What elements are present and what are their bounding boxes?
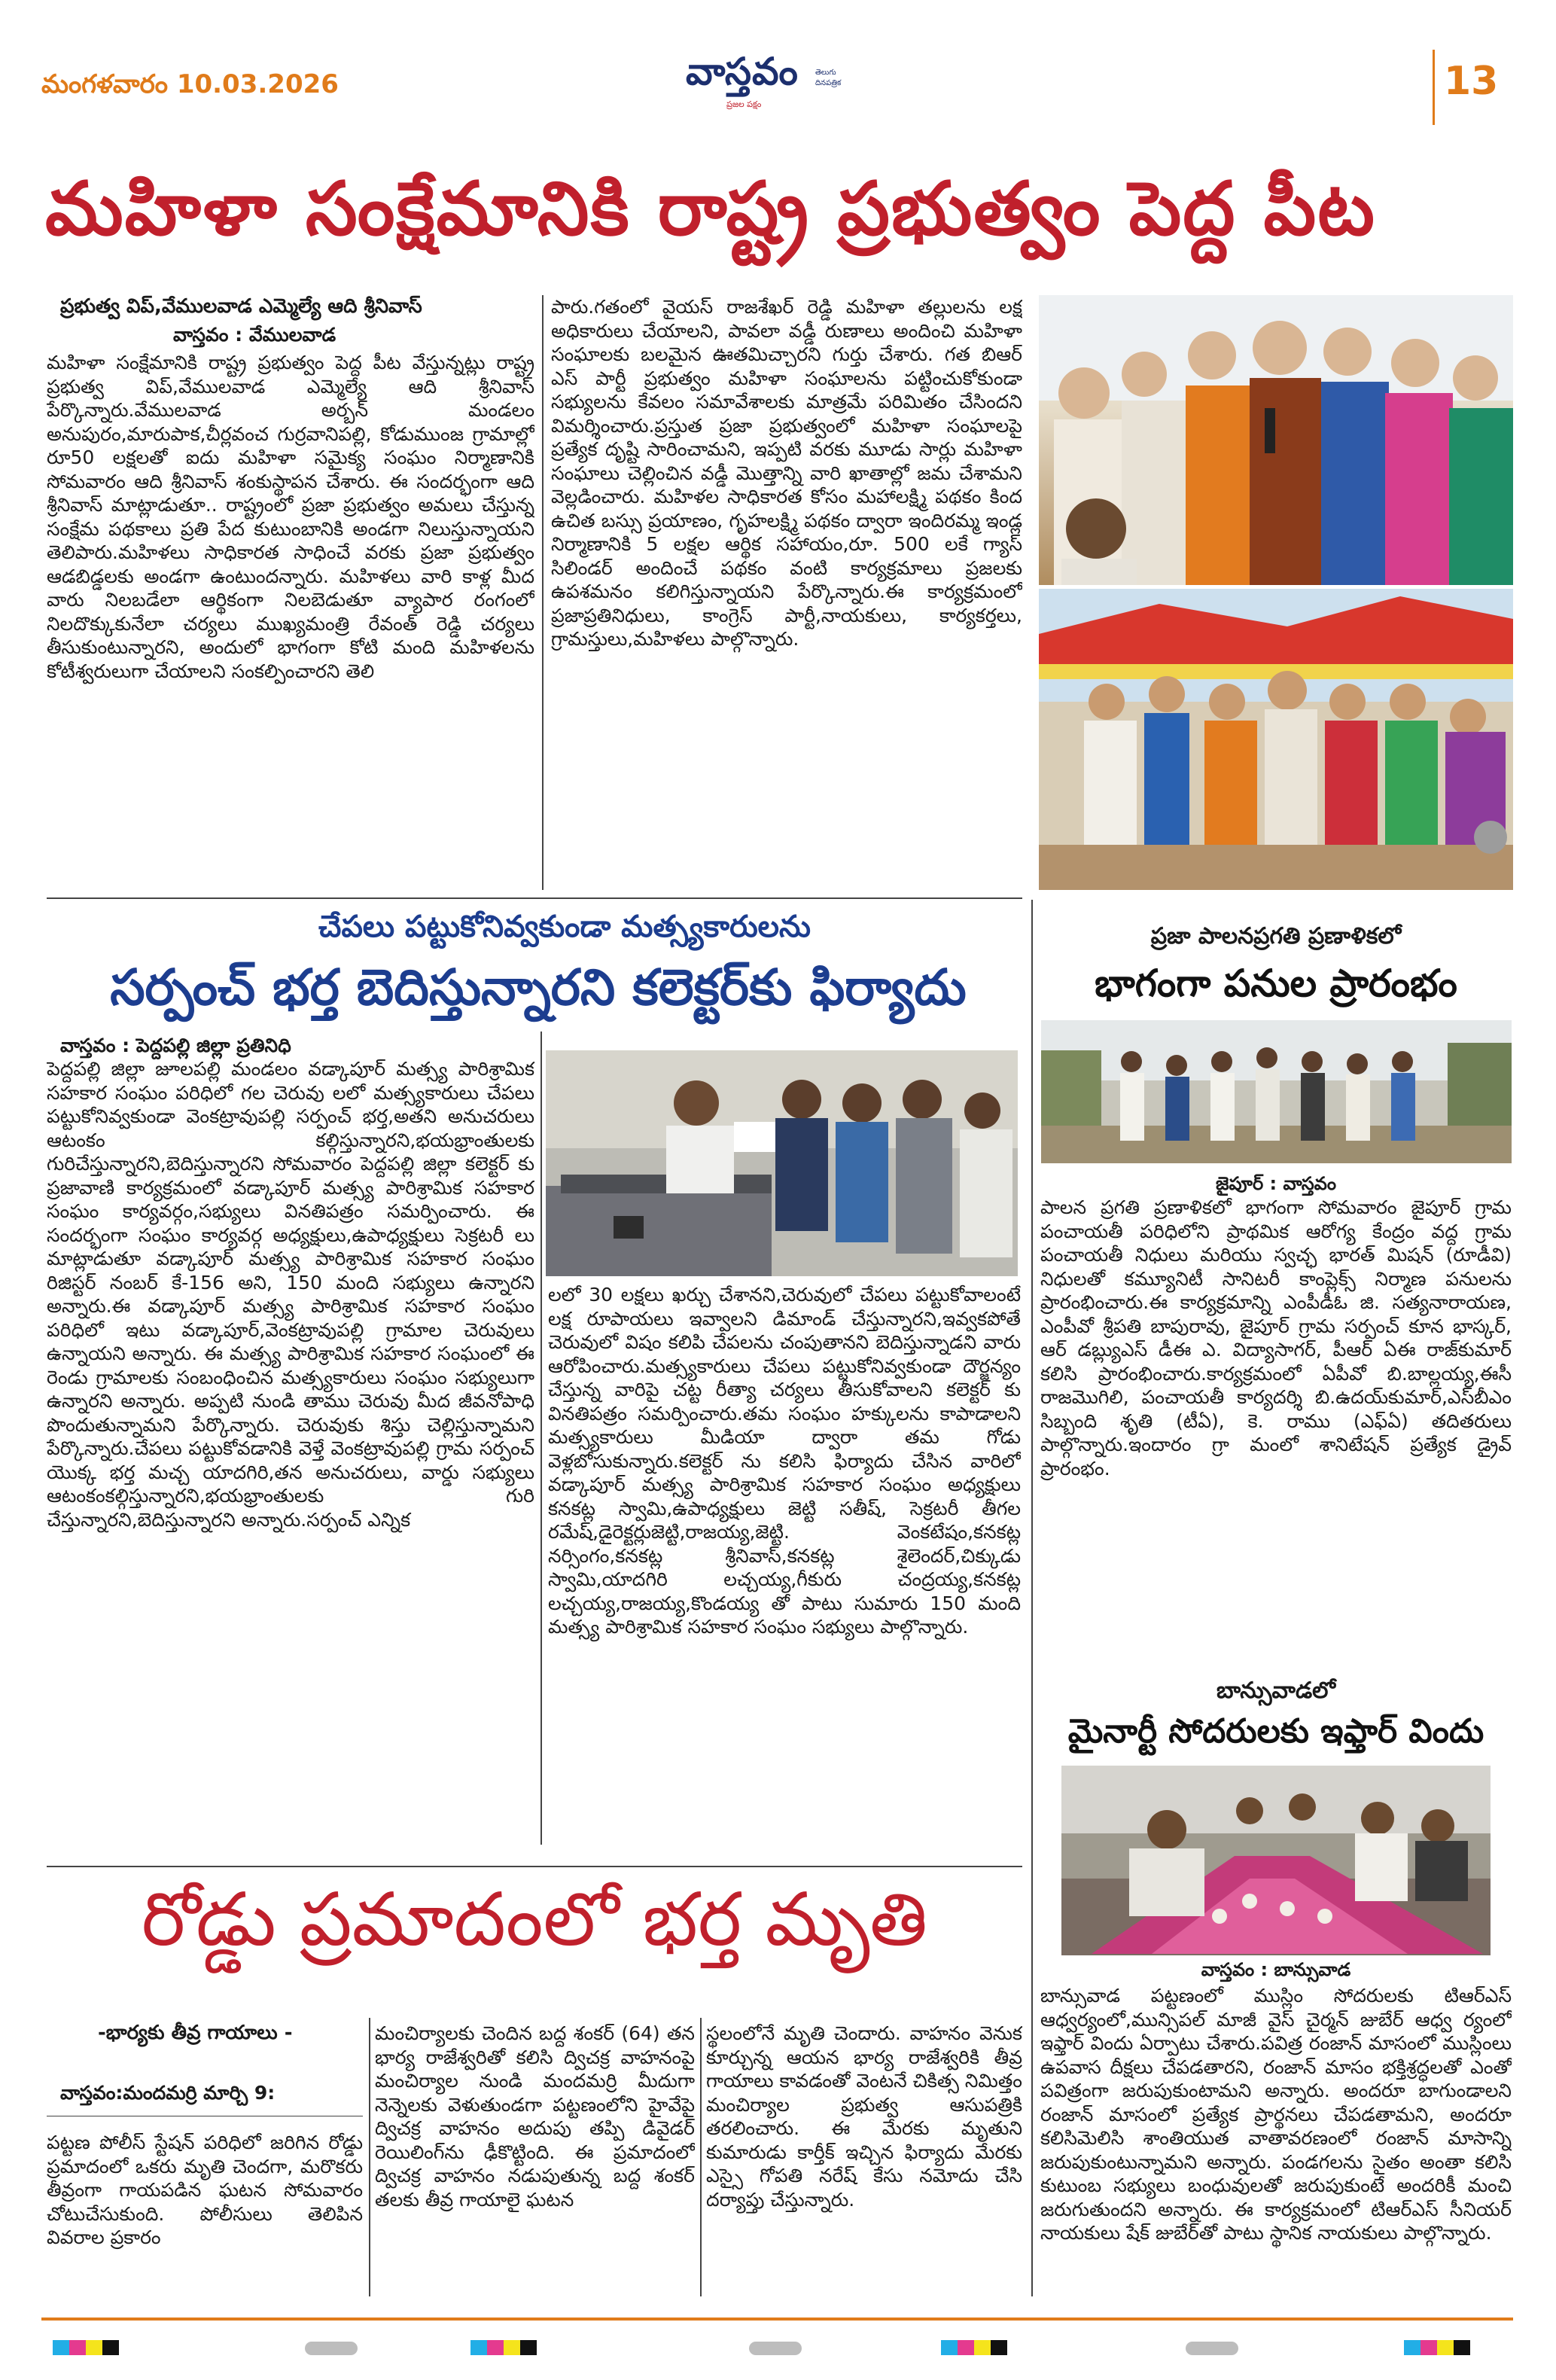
story2-headline: సర్పంచ్ భర్త బెదిస్తున్నారని కలెక్టర్‌కు ఫిర్యాదు (110, 958, 967, 1016)
story4-dateline: వాస్తవం : బాన్సువాడ (1201, 1959, 1351, 1980)
story1-photo-top-art (1039, 295, 1513, 585)
story2-text-col1: పెద్దపల్లి జిల్లా జూలపల్లి మండలం వడ్కాపూర్ మత్స్య పారిశ్రామిక సహకార సంఘం పరిధిలో గల చెరువు లలో మత్స్యకారులు చేపలు పట్టుకోనివ్వకుండా వెంకట్రావుపల్లి సర్పంచ్ భర్త,అతని అనుచరులు ఆటంకం కల్గిస్తున్నారని,భయభ్రాంతులకు గురిచేస్తున్నారని,బెదిస్తున్నారని సోమవారం పెద్దపల్లి జిల్లా కలెక్టర్ కు ప్రజావాణి కార్యక్రమంలో వడ్కాపూర్ మత్స్య పారిశ్రామిక సహకార సంఘం కార్యవర్గం,సభ్యులు వినతిపత్రం సమర్పించారు. ఈ సందర్భంగా సంఘం కార్యవర్గ అధ్యక్షులు,ఉపాధ్యక్షులు సెక్రటరీ లు మాట్లాడుతూ వడ్కాపూర్ మత్స్య పారిశ్రామిక సహకార సంఘం రిజిస్టర్ నంబర్ కే-156 అని, 150 మంది సభ్యులు ఉన్నారని అన్నారు.ఈ వడ్కాపూర్ మత్స్య పారిశ్రామిక సహకార సంఘం పరిధిలో ఇటు వడ్కాపూర్,వెంకట్రావుపల్లి గ్రామాల చెరువులు ఉన్నాయని అన్నారు. ఈ మత్స్య పారిశ్రామిక సహకార సంఘంలో ఈ రెండు గ్రామాలకు సంబంధించిన మత్స్యకారులు సంఘం సభ్యులుగా ఉన్నారని అన్నారు. అప్పటి నుండి తాము చెరువు మీద జీవనోపాధి పొందుతున్నామని పేర్కొన్నారు. చెరువుకు శిస్తు చెల్లిస్తున్నామని పేర్కొన్నారు.చేపలు పట్టుకోవడానికి వెళ్తే వెంకట్రావుపల్లి గ్రామ సర్పంచ్ యొక్క భర్త మచ్చ యాదగిరి,తన అనుచరులు, వార్డు సభ్యులు ఆటంకంకల్గిస్తున్నారని,భయభ్రాంతులకు గురి చేస్తున్నారని,బెదిస్తున్నారని అన్నారు.సర్పంచ్ ఎన్నిక (47, 1058, 534, 1531)
story1-column-rule (542, 295, 544, 890)
story5-text-col2: మంచిర్యాలకు చెందిన బద్ద శంకర్ (64) తన భార్య రాజేశ్వరితో కలిసి ద్విచక్ర వాహనంపై మంచిర్యాల నుండి మందమర్రి మీదుగా నెన్నెలకు వెళుతుండగా పట్టణంలోని హైవేపై ద్విచక్ర వాహనం అదుపు తప్పి డివైడర్ రెయిలింగ్‌ను ఢీకొట్టింది. ఈ ప్రమాదంలో ద్విచక్ర వాహనం నడుపుతున్న బద్ద శంకర్ తలకు తీవ్ర గాయాలై ఘటన (375, 2022, 695, 2211)
print-gray-mark-1 (305, 2342, 358, 2355)
story3-headline: భాగంగా పనుల ప్రారంభం (1095, 961, 1457, 1005)
story1-photo-bottom (1039, 589, 1513, 890)
story5-body-col2 (375, 2022, 695, 2296)
story5-text-col1: పట్టణ పోలీస్ స్టేషన్ పరిధిలో జరిగిన రోడ్డు ప్రమాదంలో ఒకరు మృతి చెందగా, మరొకరు తీవ్రంగా గాయపడిన ఘటన సోమవారం చోటుచేసుకుంది. పోలీసులు తెలిపిన వివరాల ప్రకారం (47, 2132, 363, 2248)
story1-photo-top (1039, 295, 1513, 585)
story2-body-col1 (47, 1057, 534, 1844)
story4-text: బాన్సువాడ పట్టణంలో ముస్లిం సోదరులకు టిఆర్ఎస్ ఆధ్వర్యంలో,మున్సిపల్ మాజీ వైస్ చైర్మన్ జుబేర్ ఆధ్వ ర్యంలో ఇఫ్తార్ విందు ఏర్పాటు చేశారు.పవిత్ర రంజాన్ మాసంలో ముస్లింలు ఉపవాస దీక్షలు చేపడతారని, రంజాన్ మాసం భక్తిశ్రద్ధలతో ఎంతో పవిత్రంగా జరుపుకుంటామని అన్నారు. అందరూ బాగుండాలని రంజాన్ మాసంలో ప్రత్యేక ప్రార్థనలు చేపడతామని, అందరూ కలిసిమెలిసి శాంతియుత వాతావరణంలో రంజాన్ మాసాన్ని జరుపుకుంటున్నామని అన్నారు. పండగలను సైతం అంతా కలిసి కుటుంబ సభ్యులు బంధువులతో జరుపుకుంటే అందరికీ మంచి జరుగుతుందని అన్నారు. ఈ కార్యక్రమంలో టిఆర్ఎస్ సీనియర్ నాయకులు షేక్ జుబేర్‌తో పాటు స్థానిక నాయకులు పాల్గొన్నారు. (1040, 1985, 1512, 2244)
story2-photo (546, 1050, 1018, 1276)
story5-text-col3: స్థలంలోనే మృతి చెందారు. వాహనం వెనుక కూర్చున్న ఆయన భార్య రాజేశ్వరికి తీవ్ర గాయాలు కావడంతో వెంటనే చికిత్స నిమిత్తం మంచిర్యాల ప్రభుత్వ ఆసుపత్రికి తరలించారు. ఈ మేరకు మృతుని కుమారుడు కార్తీక్ ఇచ్చిన ఫిర్యాదు మేరకు ఎస్సై గోపతి నరేష్ కేసు నమోదు చేసి దర్యాప్తు చేస్తున్నారు. (706, 2022, 1022, 2211)
print-color-bar-2 (470, 2340, 537, 2358)
print-gray-mark-2 (749, 2342, 802, 2355)
story2-kicker: చేపలు పట్టుకోనివ్వకుండా మత్స్యకారులను (318, 910, 811, 944)
story2-dateline: వాస్తవం : పెద్దపల్లి జిల్లా ప్రతినిధి (60, 1035, 291, 1056)
story4-headline: మైనార్టీ సోదరులకు ఇఫ్తార్ విందు (1067, 1712, 1484, 1751)
story1-body-col2 (551, 295, 1022, 890)
story3-kicker: ప్రజా పాలనప్రగతి ప్రణాళికలో (1150, 923, 1402, 949)
story1-photo-bottom-art (1039, 589, 1513, 890)
story2-photo-art (546, 1050, 1018, 1276)
print-gray-mark-3 (1186, 2342, 1238, 2355)
story4-photo (1061, 1766, 1491, 1955)
masthead-tagline: ప్రజల పక్షం (726, 99, 762, 109)
story2-column-rule (540, 1032, 542, 1845)
print-color-bar-1 (53, 2340, 119, 2358)
story3-photo (1041, 1020, 1512, 1163)
masthead-logo (681, 50, 854, 114)
header-divider (1433, 50, 1435, 125)
story2-body-col2 (548, 1283, 1021, 1844)
story3-text: పాలన ప్రగతి ప్రణాళికలో భాగంగా సోమవారం జైపూర్ గ్రామ పంచాయతీ పరిధిలోని ప్రాథమిక ఆరోగ్య కేంద్రం వద్ద గ్రామ పంచాయతీ నిధులు మరియు స్వచ్ఛ భారత్ మిషన్ (రూడీవి) నిధులతో కమ్యూనిటీ సానిటరీ కాంప్లెక్స్ నిర్మాణ పనులను ప్రారంభించారు.ఈ కార్యక్రమాన్ని ఎంపీడీఓ జి. సత్యనారాయణ, ఎంపీవో శ్రీపతి బాపురావు, జైపూర్ గ్రామ సర్పంచ్ కూన భాస్కర్, ఆర్ డబ్ల్యుఎస్ డీఈ ఎ. విద్యాసాగర్, పీఆర్ ఏఈ రాజ్‌కుమార్ కలిసి ప్రారంభించారు.కార్యక్రమంలో ఏపీవో బి.బాల్లయ్య,ఈసీ రాజమొగిలి, పంచాయతీ కార్యదర్శి బి.ఉదయ్‌కుమార్,ఎస్‌బీఎం సిబ్బంది శృతి (టీఏ), కె. రాము (ఎఫ్ఏ) తదితరులు పాల్గొన్నారు.ఇందారం గ్రా మంలో శానిటేషన్ ప్రత్యేక డ్రైవ్ ప్రారంభం. (1040, 1196, 1512, 1480)
story5-subhead: -భార్యకు తీవ్ర గాయాలు - (98, 2022, 293, 2044)
masthead-title: వాస్తవం (686, 50, 799, 93)
story5-dateline: వాస్తవం:మందమర్రి మార్చి 9: (60, 2082, 276, 2104)
story5-body-col1 (47, 2131, 363, 2296)
masthead-small: తెలుగు దినపత్రిక (815, 69, 842, 87)
story4-body (1040, 1984, 1512, 2296)
story4-photo-art (1061, 1766, 1491, 1955)
story1-text-col2: పారు.గతంలో వైయస్ రాజశేఖర్ రెడ్డి మహిళా తల్లులను లక్ష అధికారులు చేయాలని, పావలా వడ్డీ రుణాలు అందించి మహిళా సంఘాలకు బలమైన ఊతమిచ్చారని గుర్తు చేశారు. గత బిఆర్ ఎస్ పార్టీ ప్రభుత్వం మహిళా సంఘాలను పట్టించుకోకుండా సభ్యులను కేవలం సమావేశాలకు మాత్రమే పరిమితం చేసిందని విమర్శించారు.ప్రస్తుత ప్రజా ప్రభుత్వంలో మహిళా సంఘాలపై ప్రత్యేక దృష్టి సారించామని, ఇప్పటి వరకు మూడు సార్లు మహిళా సంఘాలు చెల్లించిన వడ్డీ మొత్తాన్ని వారి ఖాతాల్లో జమ చేశామని వెల్లడించారు. మహిళల సాధికారత కోసం మహాలక్ష్మి పథకం కింద ఉచిత బస్సు ప్రయాణం, గృహలక్ష్మి పథకం ద్వారా ఇందిరమ్మ ఇండ్ల నిర్మాణానికి 5 లక్షల ఆర్థిక సహాయం,రూ. 500 లకే గ్యాస్ సిలిండర్ అందించే పథకం వంటి కార్యక్రమాలు ప్రజలకు ఉపశమనం కలిగిస్తున్నాయని పేర్కొన్నారు.ఈ కార్యక్రమంలో ప్రజాప్రతినిధులు, కాంగ్రెస్ పార్టీ,నాయకులు, కార్యకర్తలు, గ్రామస్తులు,మహిళలు పాల్గొన్నారు. (551, 296, 1022, 650)
story1-text-col1: మహిళా సంక్షేమానికి రాష్ట్ర ప్రభుత్వం పెద్ద పీట వేస్తున్నట్లు రాష్ట్ర ప్రభుత్వ విప్,వేములవాడ ఎమ్మెల్యే ఆది శ్రీనివాస్ పేర్కొన్నారు.వేములవాడ అర్బన్ మండలం అనుపురం,మారుపాక,చీర్లవంచ గుర్రవానిపల్లి, కోడుముంజ గ్రామాల్లో రూ50 లక్షలతో ఐదు మహిళా సమైక్య సంఘం నిర్మాణానికి సోమవారం ఆది శ్రీనివాస్ శంకుస్థాపన చేశారు. ఈ సందర్భంగా ఆది శ్రీనివాస్ మాట్లాడుతూ.. రాష్ట్రంలో ప్రజా ప్రభుత్వం అమలు చేస్తున్న సంక్షేమ పథకాలు ప్రతి పేద కుటుంబానికి అండగా నిలుస్తున్నాయని తెలిపారు.మహిళలు సాధికారత సాధించే వరకు ప్రజా ప్రభుత్వం ఆడబిడ్డలకు అండగా ఉంటుందన్నారు. మహిళలు వారి కాళ్ల మీద వారు నిలబడేలా ఆర్థికంగా నిలబెడుతూ వ్యాపార రంగంలో నిలదొక్కుకునేలా చర్యలు ముఖ్యమంత్రి రేవంత్ రెడ్డి చర్యలు తీసుకుంటున్నారని, అందులో భాగంగా కోటి మంది మహిళలను కోటీశ్వరులుగా చేయాలని సంకల్పించారని తెలి (47, 352, 534, 682)
story5-top-rule (47, 1866, 1022, 1867)
story4-kicker: బాన్సువాడలో (1216, 1678, 1336, 1704)
story5-headline: రోడ్డు ప్రమాదంలో భర్త మృతి (141, 1877, 928, 1963)
print-color-bar-4 (1404, 2340, 1470, 2358)
story1-subhead: ప్రభుత్వ విప్,వేములవాడ ఎమ్మెల్యే ఆది శ్రీనివాస్ (60, 295, 422, 318)
right-column-rule (1031, 900, 1033, 2296)
story1-dateline: వాస్తవం : వేములవాడ (173, 324, 336, 346)
story2-text-col2: లలో 30 లక్షలు ఖర్చు చేశానని,చెరువులో చేపలు పట్టుకోవాలంటే లక్ష రూపాయలు ఇవ్వాలని డిమాండ్ చేస్తున్నారని,ఇవ్వకపోతే చెరువులో విషం కలిపి చేపలను చంపుతానని బెదిస్తున్నాడని వారు ఆరోపించారు.మత్స్యకారులు చేపలు పట్టుకోనివ్వకుండా దౌర్జన్యం చేస్తున్న వారిపై చట్ట రీత్యా చర్యలు తీసుకోవాలని కలెక్టర్ కు వినతిపత్రం సమర్పించారు.తమ సంఘం హక్కులను కాపాడాలని మత్స్యకారులు మీడియా ద్వారా తమ గోడు వెళ్లబోసుకున్నారు.కలెక్టర్ ను కలిసి ఫిర్యాదు చేసిన వారిలో వడ్కాపూర్ మత్స్య పారిశ్రామిక సహకార సంఘం అధ్యక్షులు కనకట్ల స్వామి,ఉపాధ్యక్షులు జెట్టి సతీష్, సెక్రటరీ తీగల రమేష్,డైరెక్టర్లుజెట్టి,రాజయ్య,జెట్టి. వెంకటేషం,కనకట్ల నర్సింగం,కనకట్ల శ్రీనివాస్,కనకట్ల శైలెందర్,చిక్కుడు స్వామి,యాదగిరి లచ్చయ్య,గీకురు చంద్రయ్య,కనకట్ల లచ్చయ్య,రాజయ్య,కొండయ్య తో పాటు సుమారు 150 మంది మత్స్య పారిశ్రామిక సహకార సంఘం సభ్యులు పాల్గొన్నారు. (548, 1284, 1021, 1638)
story1-headline: మహిళా సంక్షేమానికి రాష్ట్ర ప్రభుత్వం పెద్ద పీట (45, 166, 1376, 252)
footer-rule (41, 2318, 1513, 2321)
story1-bottom-rule (47, 897, 1022, 899)
print-color-bar-3 (941, 2340, 1007, 2358)
page-number: 13 (1444, 59, 1499, 104)
story5-column-rule-2 (700, 2018, 702, 2296)
header-date: మంగళవారం 10.03.2026 (41, 69, 339, 99)
story3-photo-art (1041, 1020, 1512, 1163)
story5-body-col3 (706, 2022, 1022, 2296)
story3-body (1040, 1196, 1512, 1670)
story1-body-col1 (47, 351, 534, 889)
story3-dateline: జైపూర్ : వాస్తవం (1216, 1173, 1336, 1194)
story5-column-rule-1 (369, 2018, 370, 2296)
